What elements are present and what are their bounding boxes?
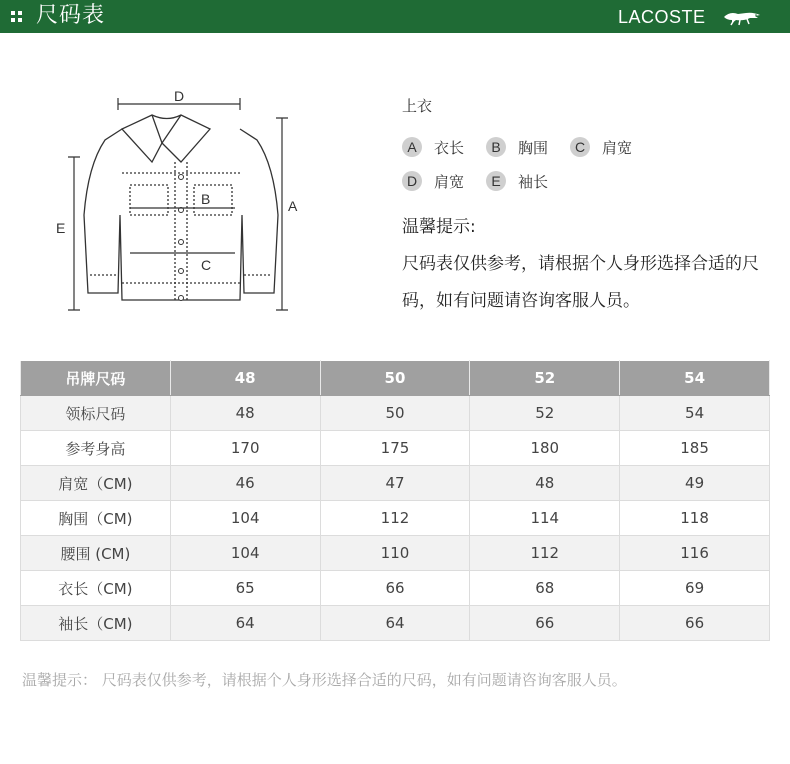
crocodile-logo-icon (722, 7, 762, 27)
diagram-label-e: E (56, 220, 66, 236)
table-cell: 52 (470, 396, 620, 431)
table-cell: 114 (470, 501, 620, 536)
table-cell: 48 (170, 396, 320, 431)
table-cell: 64 (170, 606, 320, 641)
jacket-measurement-diagram (50, 85, 310, 325)
table-cell: 110 (320, 536, 470, 571)
table-cell: 185 (620, 431, 770, 466)
column-header: 54 (620, 361, 770, 396)
table-cell: 66 (320, 571, 470, 606)
table-cell: 112 (320, 501, 470, 536)
tip-title: 温馨提示: (402, 217, 476, 237)
table-cell: 64 (320, 606, 470, 641)
table-header-row (21, 361, 770, 396)
table-cell: 112 (470, 536, 620, 571)
footer-tip: 温馨提示： 尺码表仅供参考，请根据个人身形选择合适的尺码，如有问题请咨询客服人员。 (22, 671, 627, 689)
legend-key-badge: C (570, 137, 590, 157)
legend-key-badge: D (402, 171, 422, 191)
column-header: 吊牌尺码 (21, 361, 171, 396)
legend-item (570, 137, 632, 158)
table-cell: 47 (320, 466, 470, 501)
row-label: 胸围（CM) (21, 501, 171, 536)
size-table (20, 360, 770, 641)
table-cell: 104 (170, 536, 320, 571)
header-bar (0, 0, 790, 33)
table-cell: 50 (320, 396, 470, 431)
table-cell: 116 (620, 536, 770, 571)
table-row (21, 396, 770, 431)
table-cell: 180 (470, 431, 620, 466)
table-cell: 66 (470, 606, 620, 641)
row-label: 衣长（CM) (21, 571, 171, 606)
table-cell: 46 (170, 466, 320, 501)
row-label: 袖长（CM) (21, 606, 171, 641)
page-title: 尺码表 (36, 3, 106, 28)
legend-item-label: 肩宽 (434, 172, 465, 191)
legend-item-label: 袖长 (518, 172, 549, 191)
legend-item (486, 137, 548, 158)
table-row (21, 501, 770, 536)
tip-body: 尺码表仅供参考，请根据个人身形选择合适的尺码，如有问题请咨询客服人员。 (402, 254, 759, 311)
table-row (21, 466, 770, 501)
table-cell: 66 (620, 606, 770, 641)
legend-item-label: 胸围 (518, 138, 549, 157)
row-label: 参考身高 (21, 431, 171, 466)
legend-item (402, 171, 464, 192)
table-cell: 68 (470, 571, 620, 606)
legend-item (402, 137, 464, 158)
column-header: 48 (170, 361, 320, 396)
legend-key-badge: E (486, 171, 506, 191)
table-row (21, 606, 770, 641)
diagram-label-b: B (201, 191, 211, 207)
legend-key-badge: A (402, 137, 422, 157)
legend-item-label: 衣长 (434, 138, 465, 157)
measurement-legend (402, 95, 782, 198)
brand-logo-text: LACOSTE (618, 7, 706, 27)
table-cell: 170 (170, 431, 320, 466)
legend-heading: 上衣 (402, 97, 433, 115)
row-label: 领标尺码 (21, 396, 171, 431)
table-row (21, 431, 770, 466)
table-cell: 49 (620, 466, 770, 501)
legend-item (486, 171, 548, 192)
table-cell: 69 (620, 571, 770, 606)
table-cell: 65 (170, 571, 320, 606)
diagram-label-c: C (201, 257, 212, 273)
row-label: 腰围 (CM) (21, 536, 171, 571)
table-row (21, 571, 770, 606)
legend-row (402, 164, 782, 198)
table-cell: 54 (620, 396, 770, 431)
table-cell: 175 (320, 431, 470, 466)
grid-dots-icon (11, 11, 23, 23)
table-cell: 104 (170, 501, 320, 536)
table-row (21, 536, 770, 571)
table-cell: 118 (620, 501, 770, 536)
row-label: 肩宽（CM) (21, 466, 171, 501)
diagram-label-d: D (174, 88, 185, 104)
diagram-label-a: A (288, 198, 298, 214)
table-cell: 48 (470, 466, 620, 501)
column-header: 50 (320, 361, 470, 396)
legend-item-label: 肩宽 (602, 138, 633, 157)
legend-key-badge: B (486, 137, 506, 157)
column-header: 52 (470, 361, 620, 396)
legend-row (402, 130, 782, 164)
